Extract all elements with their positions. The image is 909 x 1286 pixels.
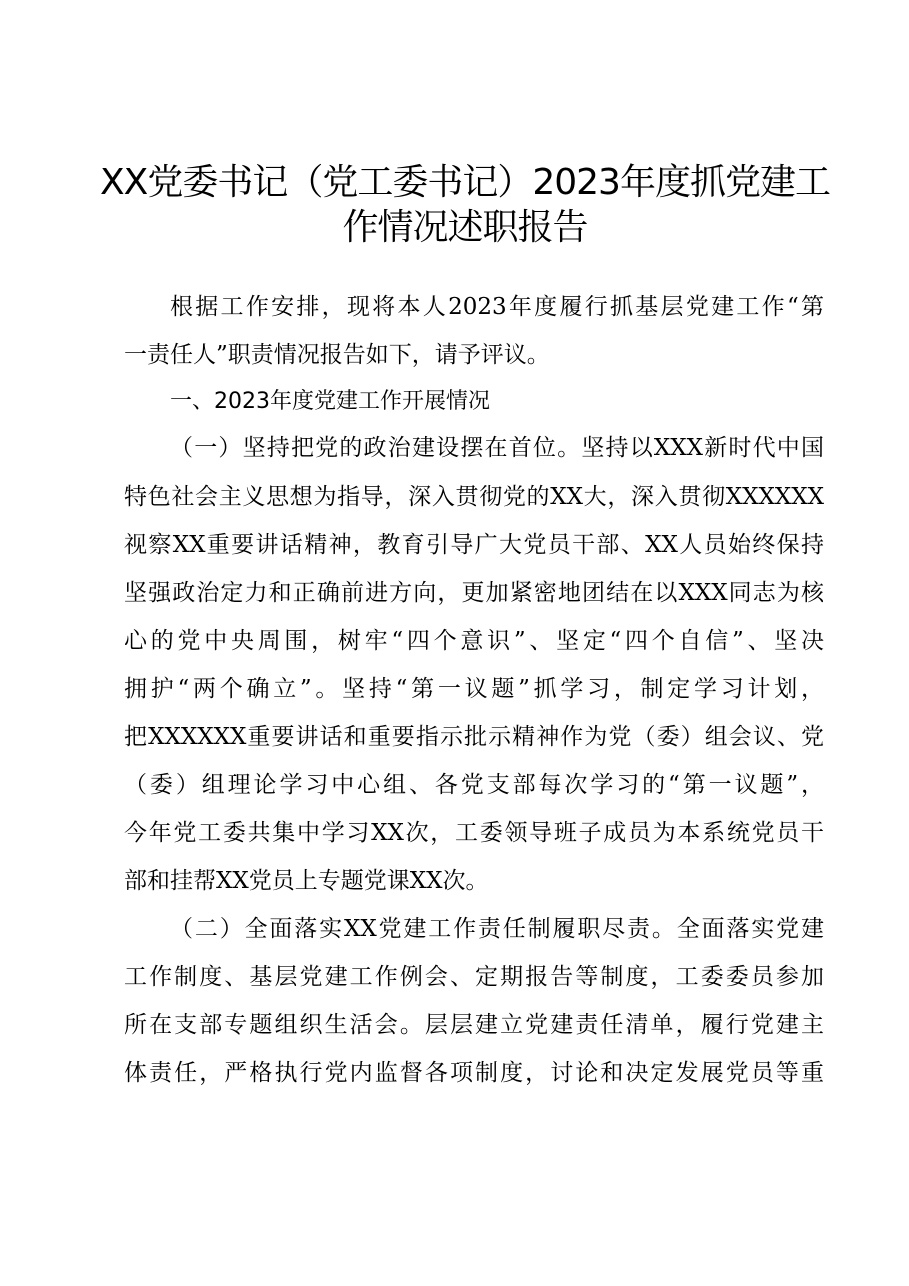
para1-line-9: 今年党工委共集中学习XX次，工委领导班子成员为本系统党员干 bbox=[124, 820, 824, 846]
para1-line-7: 把XXXXXX重要讲话和重要指示批示精神作为党（委）组会议、党 bbox=[124, 724, 824, 750]
section-heading: 一、2023年度党建工作开展情况 bbox=[170, 389, 490, 414]
para1-line-5: 心的党中央周围，树牢“四个意识”、坚定“四个自信”、坚决 bbox=[124, 628, 824, 654]
para2-line-2: 工作制度、基层党建工作例会、定期报告等制度，工委委员参加 bbox=[124, 964, 824, 990]
para1-line-8: （委）组理论学习中心组、各党支部每次学习的“第一议题”， bbox=[124, 772, 824, 798]
para1-line-1: （一）坚持把党的政治建设摆在首位。坚持以XXX新时代中国 bbox=[170, 435, 824, 461]
intro-line-1: 根据工作安排，现将本人2023年度履行抓基层党建工作“第 bbox=[170, 294, 824, 320]
para1-line-2: 特色社会主义思想为指导，深入贯彻党的XX大，深入贯彻XXXXXX bbox=[124, 484, 824, 510]
para1-line-3: 视察XX重要讲话精神，教育引导广大党员干部、XX人员始终保持 bbox=[124, 532, 824, 558]
para2-line-1: （二）全面落实XX党建工作责任制履职尽责。全面落实党建 bbox=[170, 916, 824, 942]
intro-line-2: 一责任人”职责情况报告如下，请予评议。 bbox=[124, 342, 550, 368]
document-title-line-2: 作情况述职报告 bbox=[342, 207, 588, 248]
para2-line-4: 体责任，严格执行党内监督各项制度，讨论和决定发展党员等重 bbox=[124, 1060, 824, 1086]
document-title-line-1: XX党委书记（党工委书记）2023年度抓党建工 bbox=[100, 162, 830, 203]
para1-line-6: 拥护“两个确立”。坚持“第一议题”抓学习，制定学习计划， bbox=[124, 676, 824, 702]
para1-line-10: 部和挂帮XX党员上专题党课XX次。 bbox=[124, 868, 489, 894]
para2-line-3: 所在支部专题组织生活会。层层建立党建责任清单，履行党建主 bbox=[124, 1012, 824, 1038]
para1-line-4: 坚强政治定力和正确前进方向，更加紧密地团结在以XXX同志为核 bbox=[124, 580, 824, 606]
